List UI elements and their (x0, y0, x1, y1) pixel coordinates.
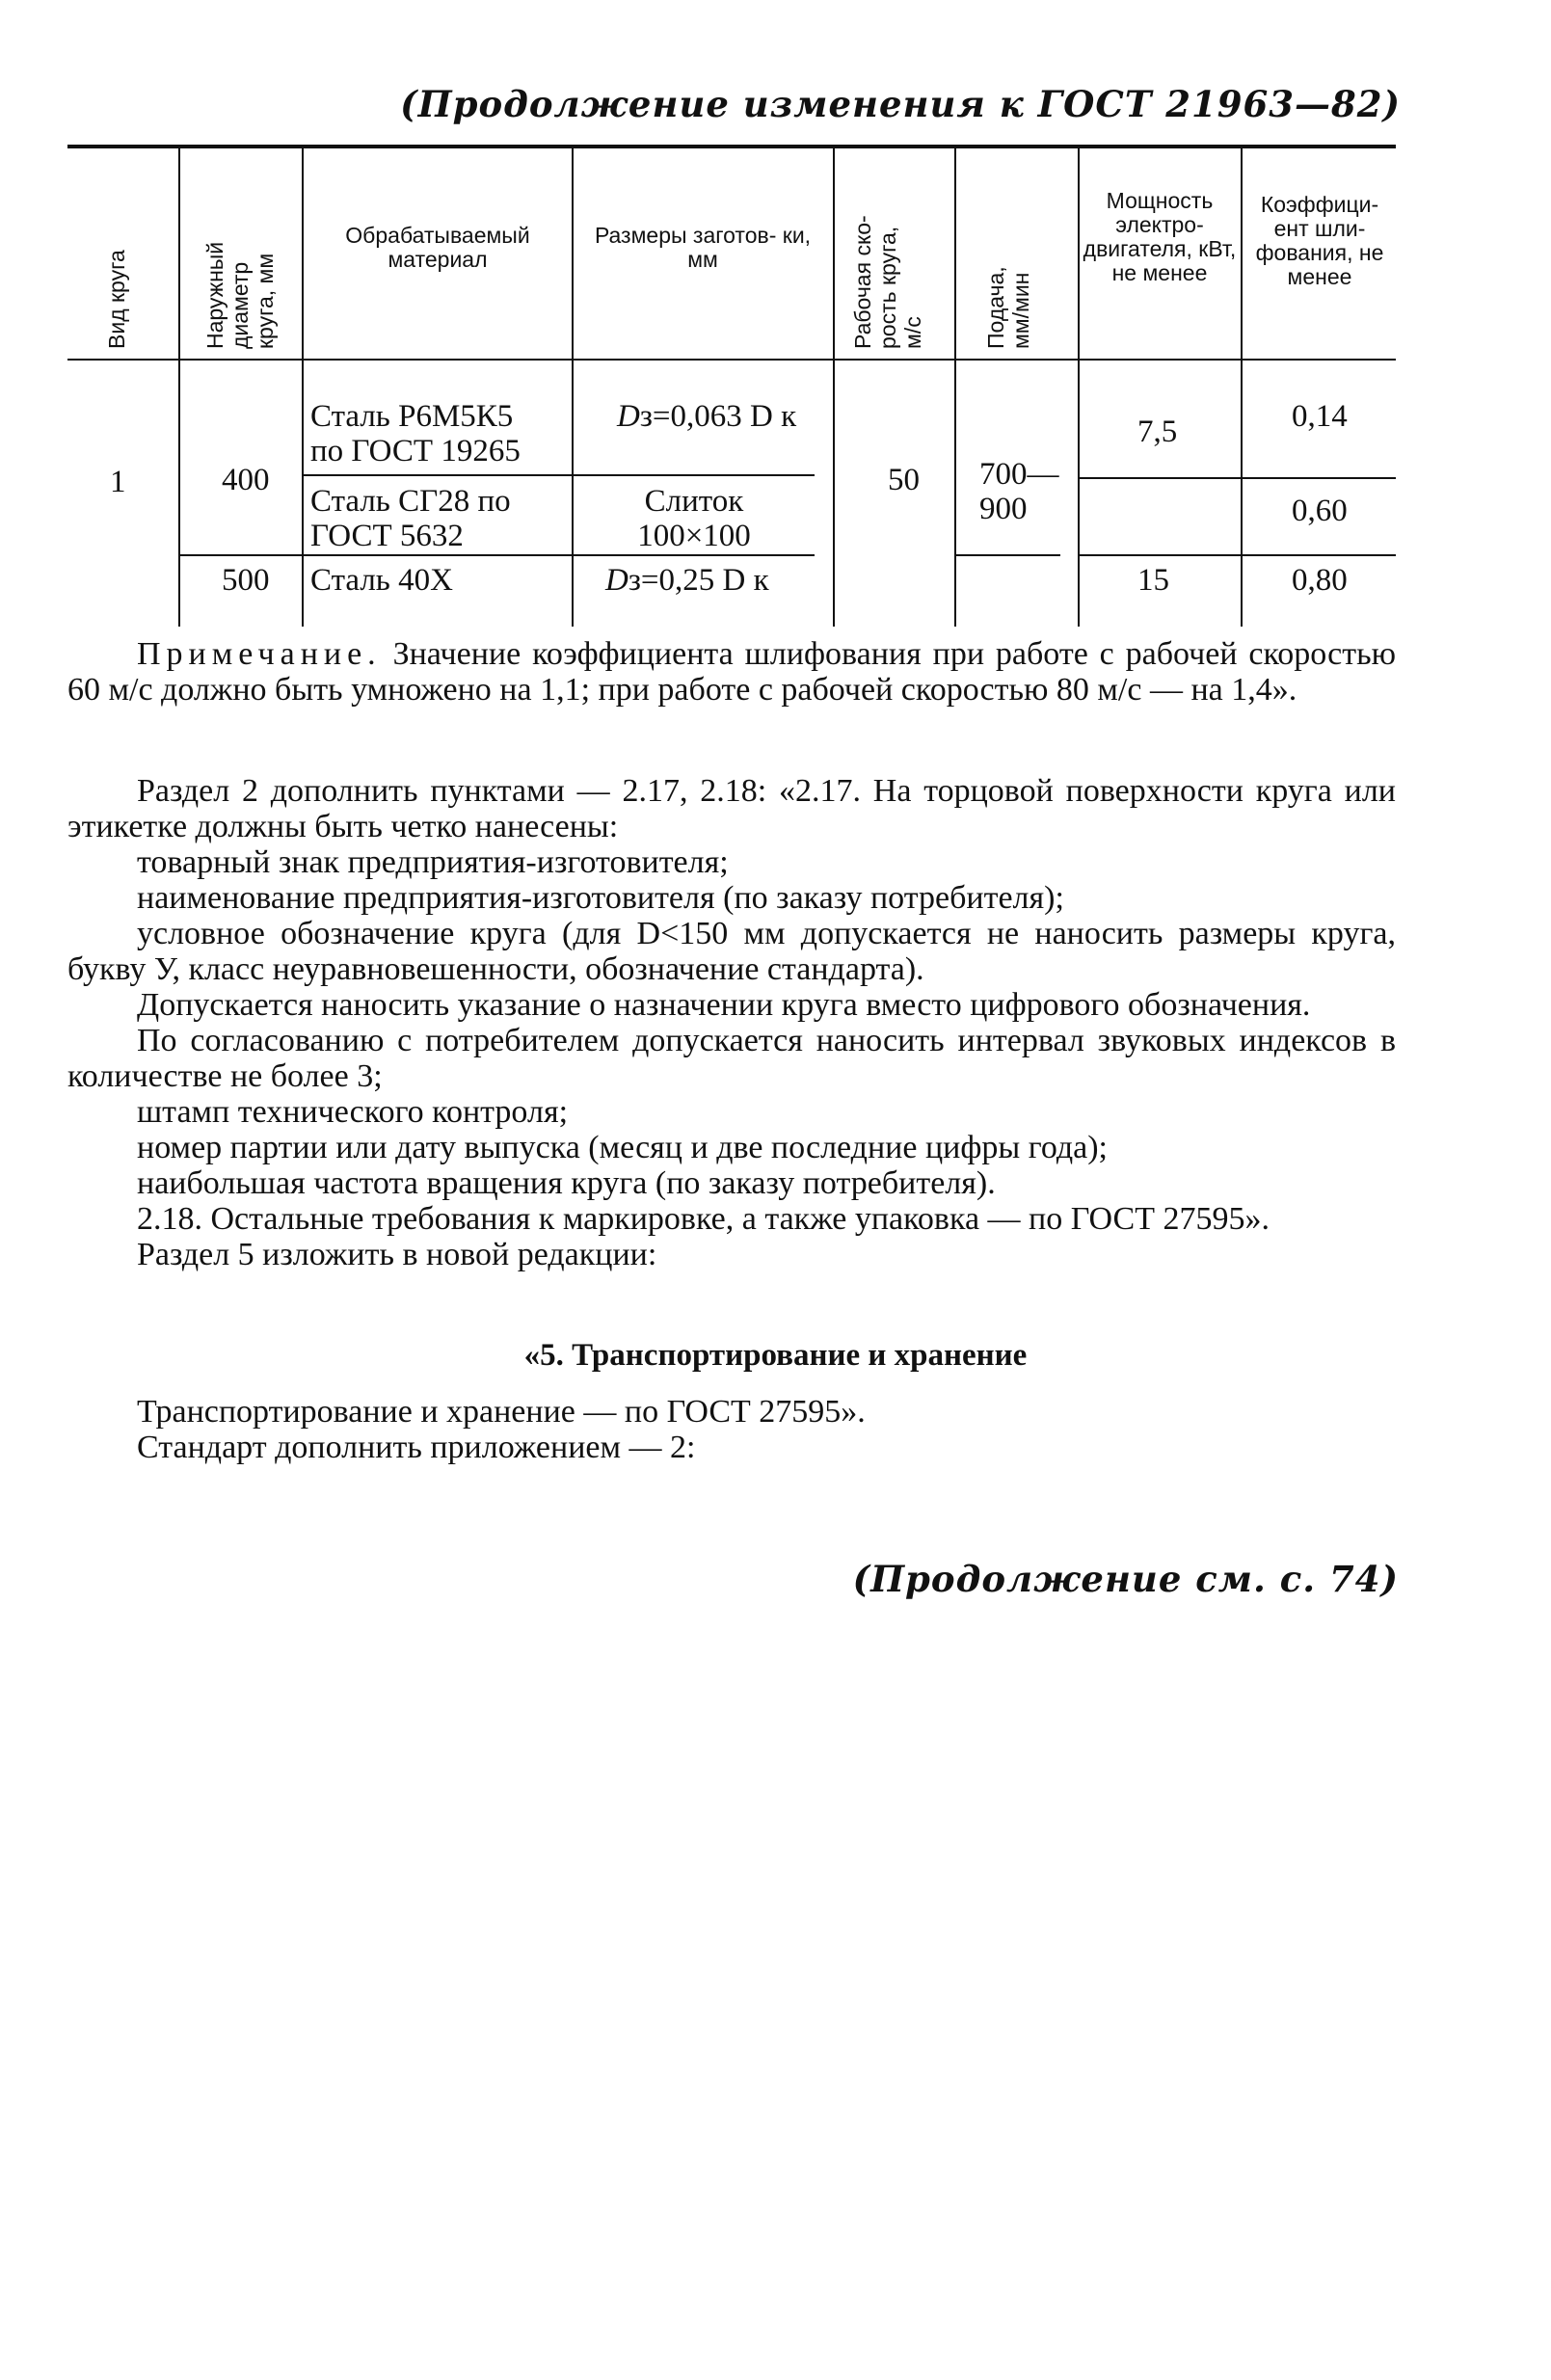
blank-3-symbol: D (605, 563, 628, 598)
header-diameter: Наружный диаметр круга, мм (202, 241, 278, 349)
table-vrule (833, 148, 835, 627)
paragraph: Раздел 2 дополнить пунктами — 2.17, 2.18: «2.17. На торцовой поверхности круга или этикетке должны быть четко нанесены: (67, 773, 1396, 844)
cell-speed-value: 50 (888, 463, 920, 497)
table-note (67, 636, 1396, 708)
paragraph: Раздел 5 изложить в новой редакции: (137, 1237, 657, 1272)
cell-power-1: 7,5 (1137, 414, 1178, 449)
cell-coef-1: 0,14 (1292, 399, 1348, 434)
header-blank: Размеры заготов- ки, мм (594, 223, 812, 272)
table-vrule (1078, 148, 1080, 627)
paragraph: Допускается наносить указание о назначении круга вместо цифрового обозначения. (137, 987, 1311, 1023)
table-row-rule-2 (178, 554, 815, 556)
blank-1-formula: з=0,063 D к (639, 399, 797, 434)
table-top-rule (67, 145, 1396, 148)
cell-feed: 700— 900 (979, 457, 1059, 526)
header-material: Обрабатываемый материал (345, 223, 530, 272)
table-row-rule-coef-2 (1080, 554, 1396, 556)
cell-power-3: 15 (1137, 563, 1169, 598)
header-kind: Вид круга (104, 250, 129, 349)
section-title: «5. Транспортирование и хранение (523, 1338, 1028, 1373)
cell-blank-3 (605, 563, 769, 598)
cell-blank-1 (617, 399, 796, 434)
table-row-rule-coef-1 (1080, 477, 1396, 479)
cell-kind: 1 (110, 465, 126, 499)
blank-3-formula: з=0,25 D к (628, 563, 769, 598)
header-feed: Подача, мм/мин (983, 266, 1033, 349)
header-speed: Рабочая ско- рость круга, м/с (850, 215, 925, 349)
cell-diameter-1: 400 (222, 463, 270, 497)
table-vrule (302, 148, 304, 627)
table-vrule (178, 148, 180, 627)
table-vrule (1241, 148, 1243, 627)
body-text (67, 773, 1396, 1272)
blank-1-symbol: D (617, 399, 640, 434)
cell-material-3: Сталь 40Х (310, 563, 453, 598)
table-vrule (572, 148, 574, 627)
paragraph: По согласованию с потребителем допускается наносить интервал звуковых индексов в количестве не более 3; (67, 1023, 1396, 1094)
running-header: (Продолжение изменения к ГОСТ 21963—82) (400, 83, 1401, 125)
cell-material-1: Сталь Р6М5К5 по ГОСТ 19265 (310, 399, 521, 468)
note-text: Значение коэффициента шлифования при работе с рабочей скоростью 60 м/с должно быть умножено на 1,1; при работе с рабочей скоростью 80 м/с — на 1,4». (67, 636, 1396, 708)
paragraph: Стандарт дополнить приложением — 2: (137, 1430, 696, 1465)
note-label: Примечание. (137, 636, 382, 672)
paragraph: условное обозначение круга (для D<150 мм допускается не наносить размеры круга, букву У, класс неуравновешенности, обозначение стандарта). (67, 916, 1396, 987)
paragraph: товарный знак предприятия-изготовителя; (137, 844, 729, 880)
paragraph: 2.18. Остальные требования к маркировке, а также упаковка — по ГОСТ 27595». (137, 1201, 1270, 1237)
header-coef: Коэффици- ент шли- фования, не менее (1255, 192, 1384, 289)
table-row-rule-1 (304, 474, 815, 476)
table-row-rule-power (954, 554, 1060, 556)
header-power: Мощность электро- двигателя, кВт, не менее (1083, 188, 1237, 285)
table-header-rule (67, 359, 1396, 361)
paragraph: номер партии или дату выпуска (месяц и две последние цифры года); (137, 1130, 1109, 1165)
cell-material-2: Сталь СГ28 по ГОСТ 5632 (310, 484, 511, 553)
parameters-table (67, 145, 1396, 627)
paragraph: наибольшая частота вращения круга (по заказу потребителя). (137, 1165, 996, 1201)
paragraph: Транспортирование и хранение — по ГОСТ 27595». (137, 1394, 866, 1430)
paragraph: штамп технического контроля; (137, 1094, 569, 1130)
cell-blank-2: Слиток 100×100 (637, 484, 751, 553)
cell-diameter-3: 500 (222, 563, 270, 598)
body-text-2 (67, 1394, 1396, 1465)
paragraph: наименование предприятия-изготовителя (по заказу потребителя); (137, 880, 1064, 916)
table-vrule (954, 148, 956, 627)
cell-coef-2: 0,60 (1292, 494, 1348, 528)
running-footer: (Продолжение см. с. 74) (852, 1558, 1399, 1600)
cell-coef-3: 0,80 (1292, 563, 1348, 598)
